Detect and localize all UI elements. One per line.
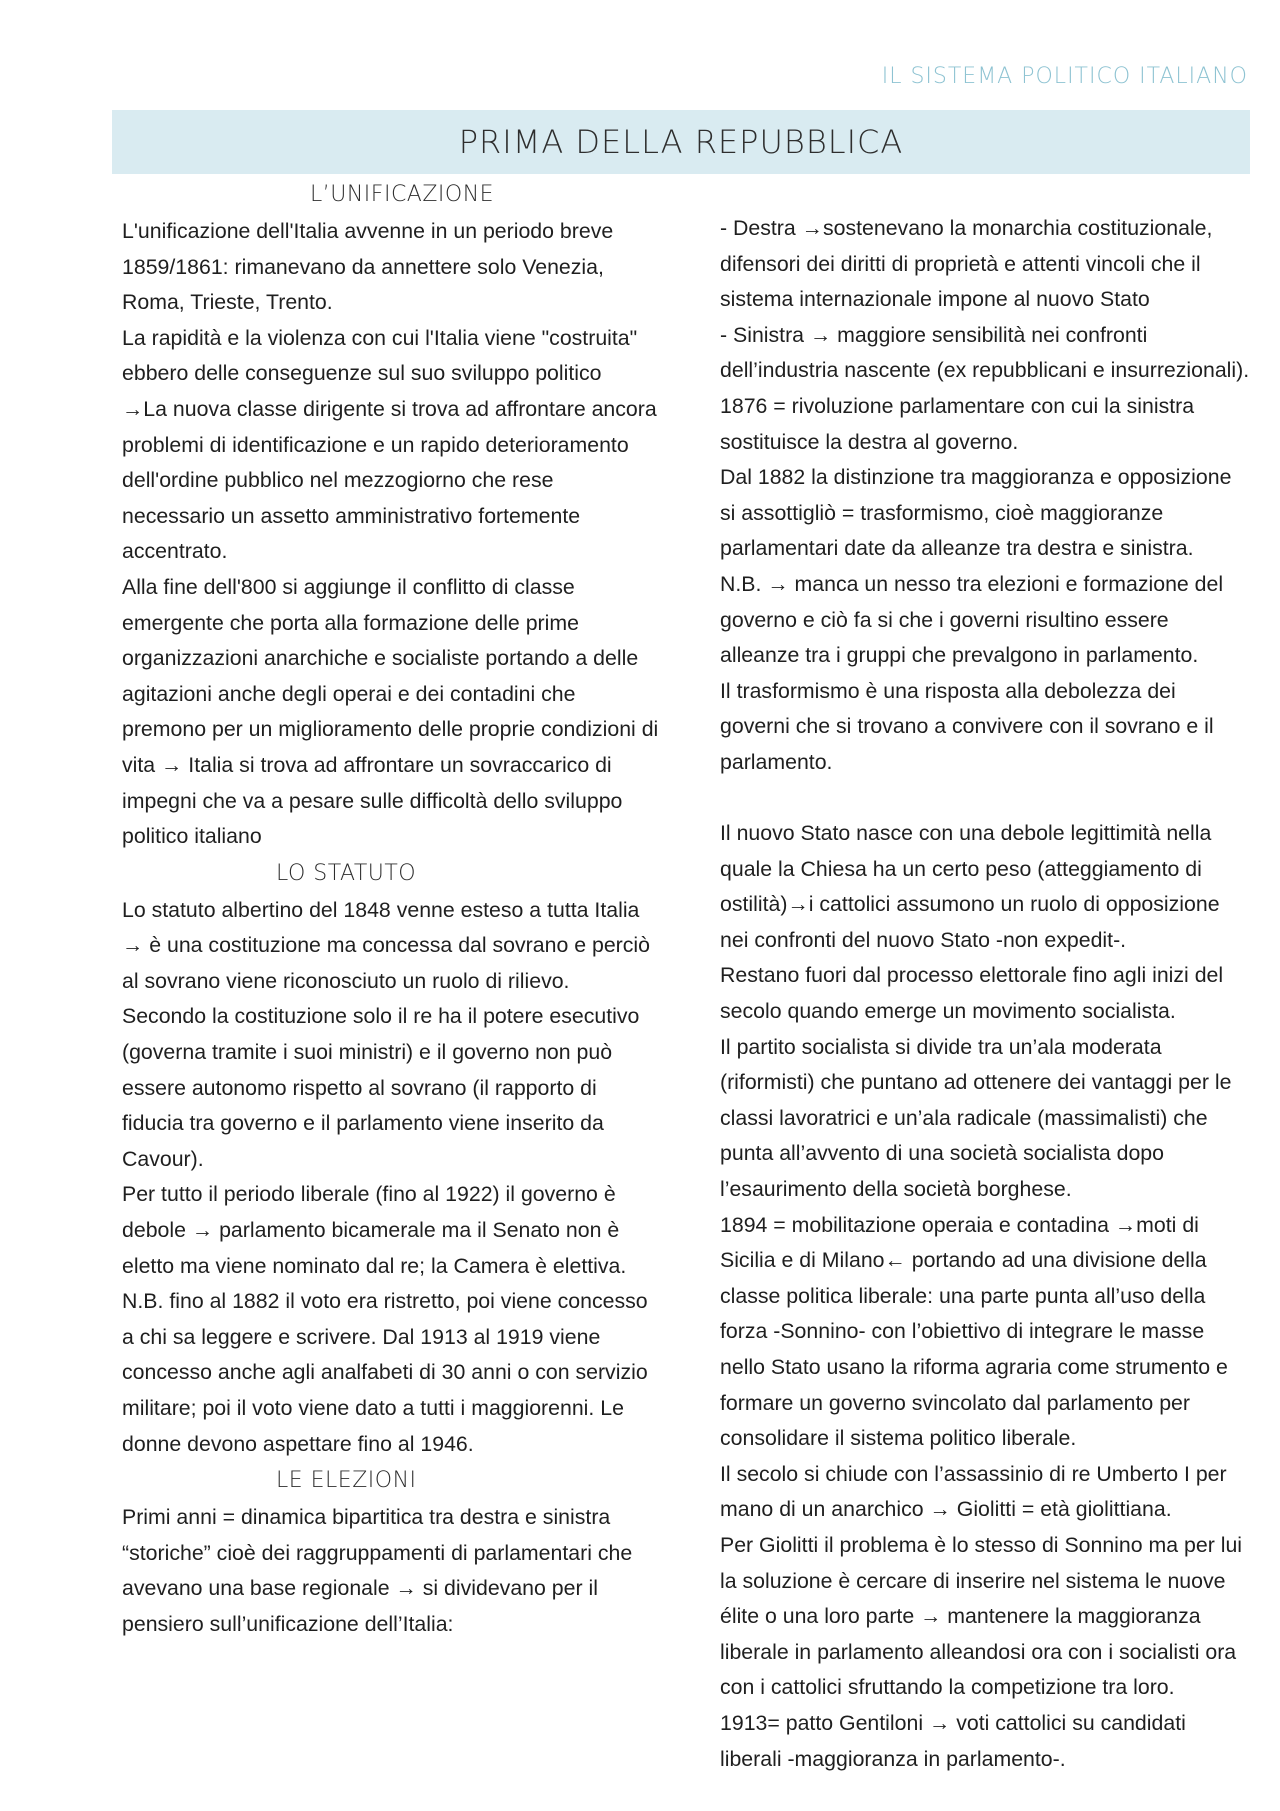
section-heading-unificazione: L’UNIFICAZIONE: [310, 182, 495, 207]
paragraph: →La nuova classe dirigente si trova ad affrontare ancora problemi di identificazione e un rapido deterioramento dell'ordine pubblico nel mezzogiorno che rese necessario un assetto amministrativo fortemente accentrato.: [122, 396, 657, 564]
document-header-tag: IL SISTEMA POLITICO ITALIANO: [881, 64, 1248, 89]
paragraph: Secondo la costituzione solo il re ha il potere esecutivo (governa tramite i suoi ministri) e il governo non può essere autonomo rispetto al sovrano (il rapporto di fiducia tra governo e il parlamento viene inserito da Cavour).: [122, 1004, 640, 1171]
page-title: PRIMA DELLA REPUBBLICA: [458, 123, 904, 161]
title-band: [112, 110, 1250, 174]
paragraph: - Sinistra → maggiore sensibilità nei confronti dell’industria nascente (ex repubblicani e insurrezionali).: [720, 322, 1250, 383]
paragraph: Dal 1882 la distinzione tra maggioranza e opposizione si assottigliò = trasformismo, cioè maggioranze parlamentari date da alleanze tra destra e sinistra.: [720, 465, 1232, 561]
paragraph: N.B. → manca un nesso tra elezioni e formazione del governo e ciò fa si che i governi risultino essere alleanze tra i gruppi che prevalgono in parlamento.: [720, 571, 1224, 668]
right-column: [720, 176, 1250, 1777]
paragraph: Il nuovo Stato nasce con una debole legittimità nella quale la Chiesa ha un certo peso (atteggiamento di ostilità)→i cattolici assumono un ruolo di opposizione nei confronti del nuovo Stato -non expedit-.: [720, 821, 1220, 952]
paragraph: Primi anni = dinamica bipartitica tra destra e sinistra “storiche” cioè dei raggruppamenti di parlamentari che avevano una base regionale → si dividevano per il pensiero sull’unificazione dell’Italia:: [122, 1505, 633, 1636]
paragraph: N.B. fino al 1882 il voto era ristretto, poi viene concesso a chi sa leggere e scrivere. Dal 1913 al 1919 viene concesso anche agli analfabeti di 30 anni o con servizio militare; poi il voto viene dato a tutti i maggiorenni. Le donne devono aspettare fino al 1946.: [122, 1289, 648, 1456]
paragraph: Per tutto il periodo liberale (fino al 1922) il governo è debole → parlamento bicamerale ma il Senato non è eletto ma viene nominato dal re; la Camera è elettiva.: [122, 1182, 627, 1278]
paragraph: - Destra →sostenevano la monarchia costituzionale, difensori dei diritti di proprietà e attenti vincoli che il sistema internazionale impone al nuovo Stato: [720, 216, 1213, 312]
paragraph: Restano fuori dal processo elettorale fino agli inizi del secolo quando emerge un movimento socialista.: [720, 963, 1224, 1024]
paragraph: L'unificazione dell'Italia avvenne in un periodo breve 1859/1861: rimanevano da annettere solo Venezia, Roma, Trieste, Trento.: [122, 219, 614, 315]
paragraph: Alla fine dell'800 si aggiunge il conflitto di classe emergente che porta alla formazione delle prime organizzazioni anarchiche e socialiste portando a delle agitazioni anche degli operai e dei contadini che premono per un miglioramento delle proprie condizioni di vita → Italia si trova ad affrontare un sovraccarico di impegni che va a pesare sulle difficoltà dello sviluppo politico italiano: [122, 574, 659, 849]
paragraph: 1894 = mobilitazione operaia e contadina →moti di Sicilia e di Milano← portando ad una divisione della classe politica liberale: una parte punta all’uso della forza -Sonnino- con l’obiettivo di integrare le masse nello Stato usano la riforma agraria come strumento e formare un governo svincolato dal parlamento per consolidare il sistema politico liberale.: [720, 1212, 1228, 1451]
paragraph: La rapidità e la violenza con cui l'Italia viene "costruita" ebbero delle conseguenze sul suo sviluppo politico: [122, 325, 638, 386]
section-heading-elezioni: LE ELEZIONI: [276, 1468, 417, 1494]
paragraph: Il secolo si chiude con l’assassinio di re Umberto I per mano di un anarchico → Giolitti = età giolittiana.: [720, 1461, 1227, 1522]
section-heading-statuto: LO STATUTO: [276, 860, 417, 886]
paragraph: Il partito socialista si divide tra un’ala moderata (riformisti) che puntano ad ottenere dei vantaggi per le classi lavoratrici e un’ala radicale (massimalisti) che punta all’avvento di una società socialista dopo l’esaurimento della società borghese.: [720, 1034, 1232, 1202]
paragraph: Lo statuto albertino del 1848 venne esteso a tutta Italia → è una costituzione ma concessa dal sovrano e perciò al sovrano viene riconosciuto un ruolo di rilievo.: [122, 897, 650, 993]
paragraph: Il trasformismo è una risposta alla debolezza dei governi che si trovano a convivere con il sovrano e il parlamento.: [720, 678, 1214, 774]
paragraph: 1876 = rivoluzione parlamentare con cui la sinistra sostituisce la destra al governo.: [720, 393, 1195, 454]
paragraph: 1913= patto Gentiloni → voti cattolici su candidati liberali -maggioranza in parlamento-.: [720, 1710, 1186, 1771]
left-column: [122, 176, 662, 1643]
paragraph: Per Giolitti il problema è lo stesso di Sonnino ma per lui la soluzione è cercare di inserire nel sistema le nuove élite o una loro parte → mantenere la maggioranza liberale in parlamento alleandosi ora con i socialisti ora con i cattolici sfruttando la competizione tra loro.: [720, 1532, 1243, 1700]
paragraph-gap: [720, 781, 1250, 817]
